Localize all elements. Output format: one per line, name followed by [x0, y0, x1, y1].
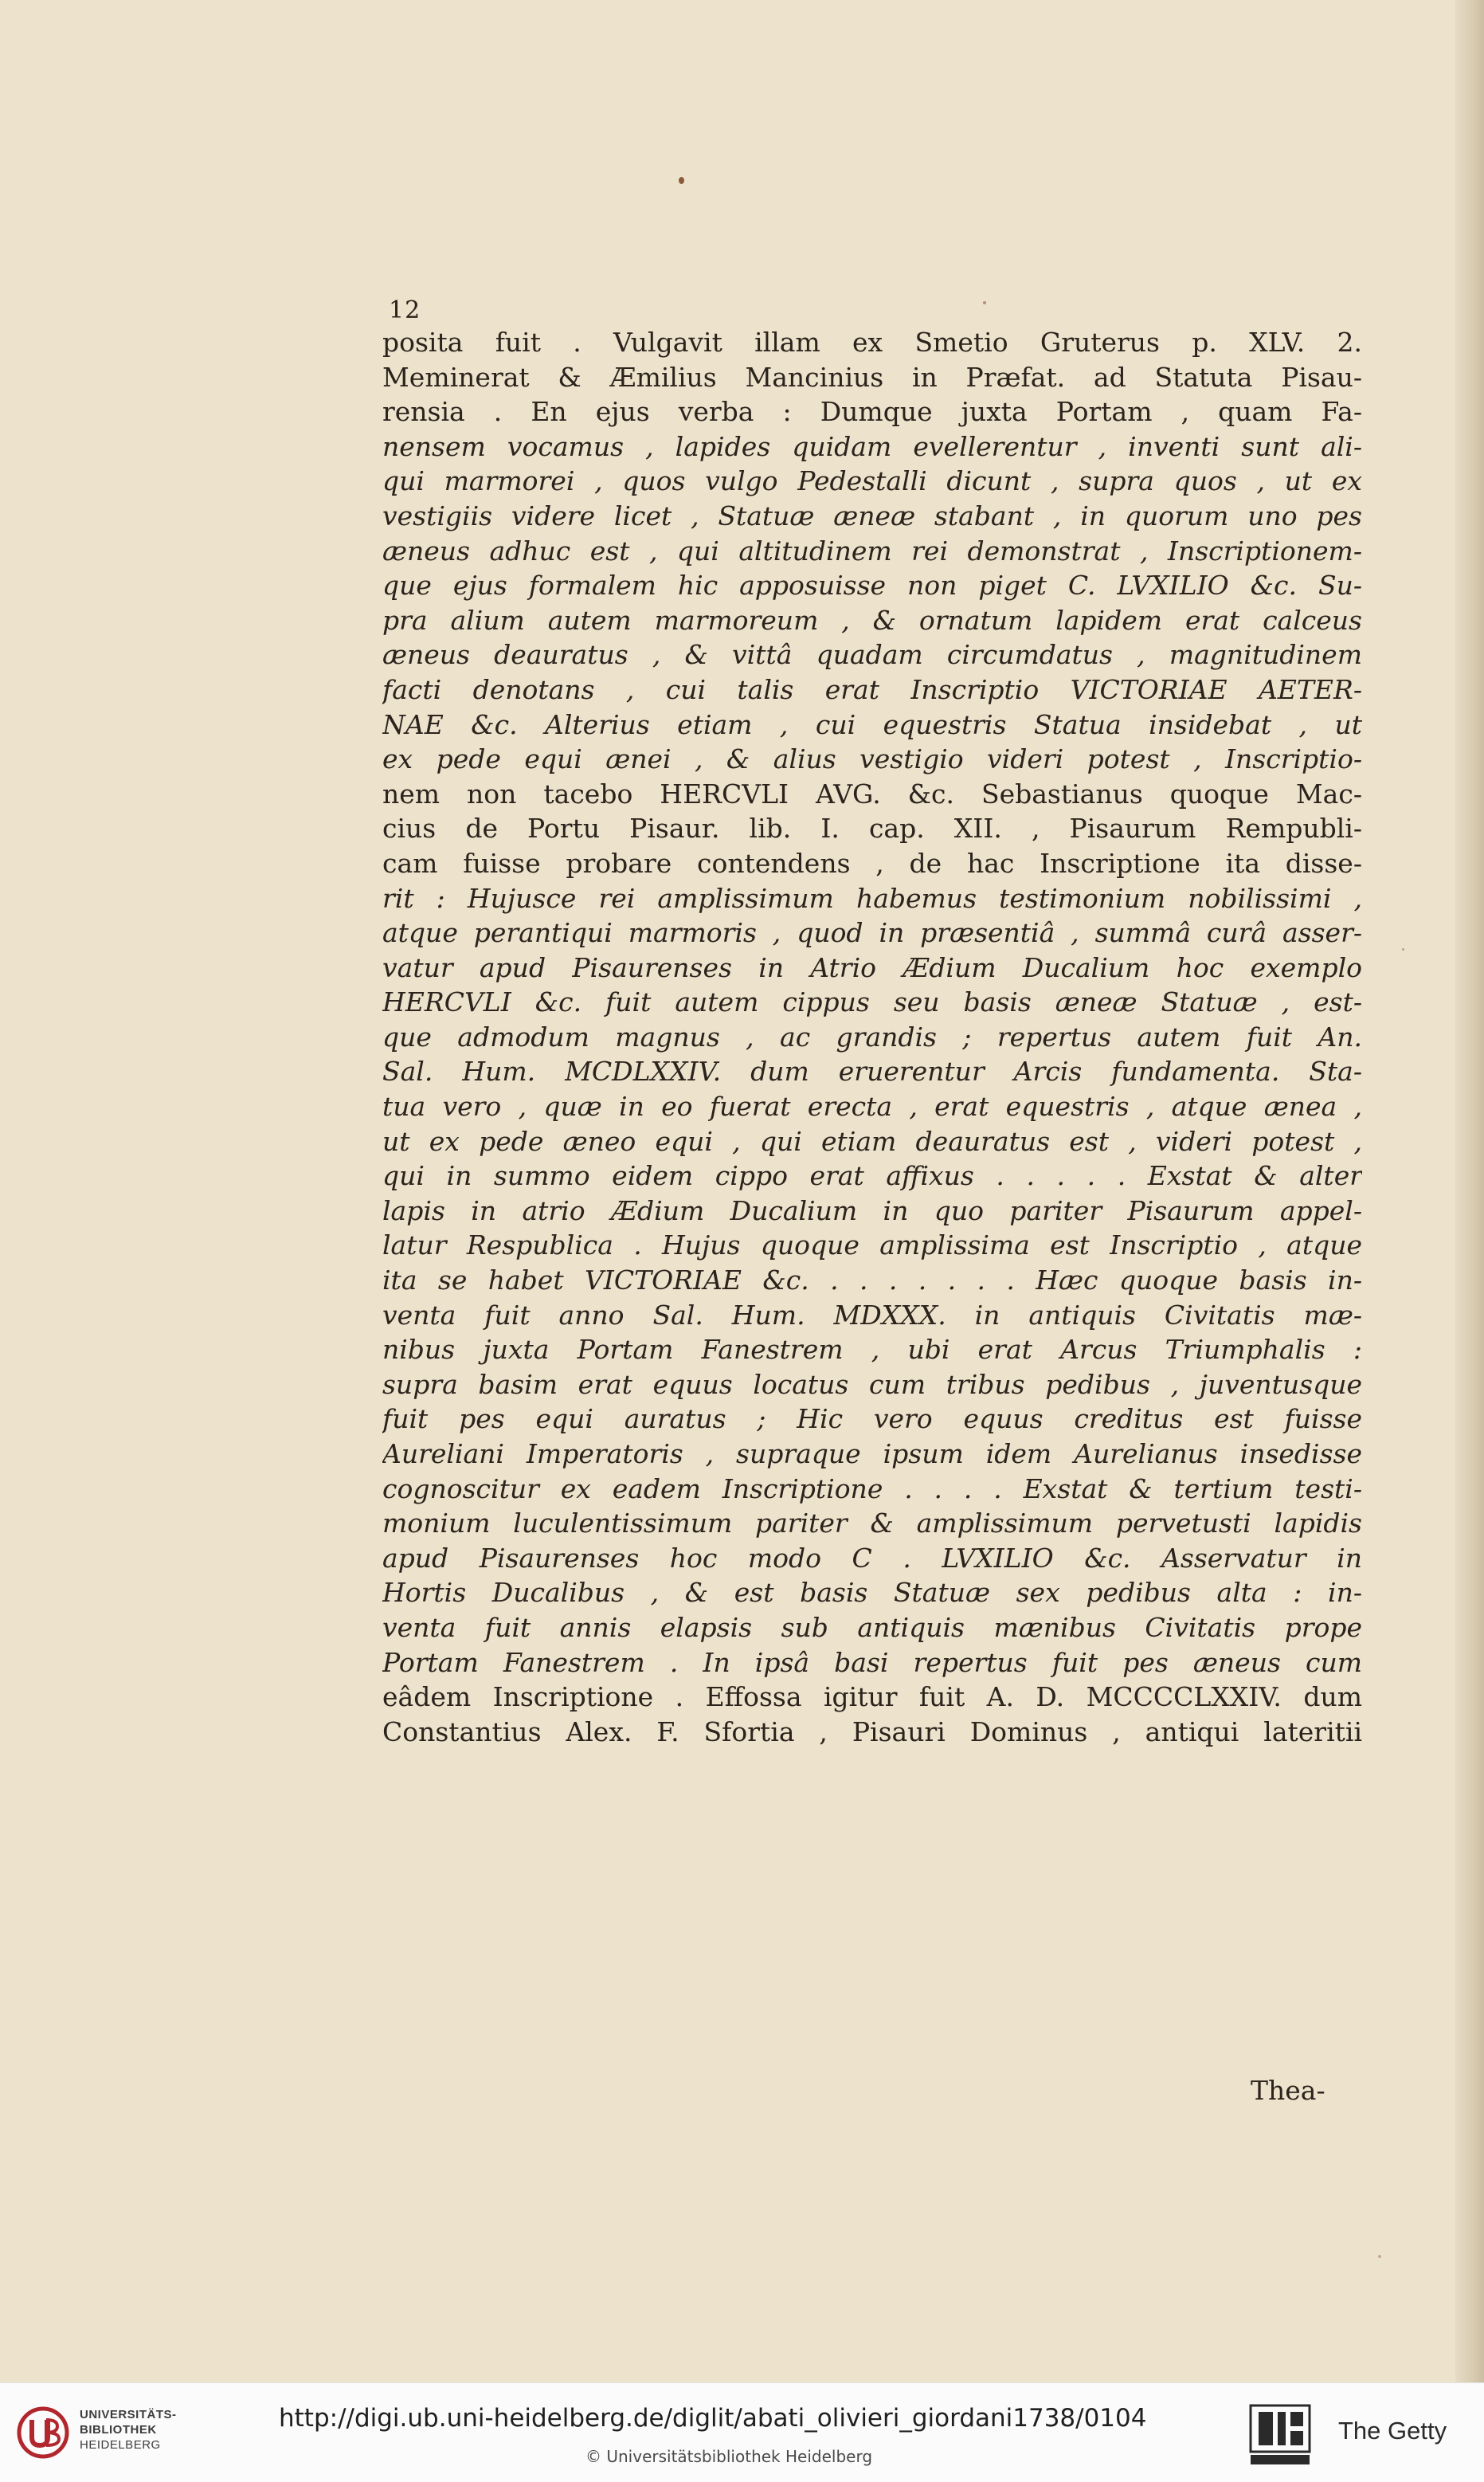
ink-speck: [983, 301, 986, 304]
text-line: tua vero , quæ in eo fuerat erecta , erat equestris , atque ænea ,: [382, 1091, 1362, 1123]
text-line: cognoscitur ex eadem Inscriptione . . . . Exstat & tertium testi-: [382, 1472, 1362, 1504]
page-edge-shadow: [1455, 0, 1484, 2382]
partner-name: The Getty: [1338, 2417, 1447, 2445]
text-line: Sal. Hum. MCDLXXIV. dum eruerentur Arcis fundamenta. Sta-: [382, 1056, 1362, 1088]
library-name-line2: BIBLIOTHEK: [80, 2423, 157, 2437]
text-line: qui marmorei , quos vulgo Pedestalli dicunt , supra quos , ut ex: [382, 465, 1362, 497]
text-line: vatur apud Pisaurenses in Atrio Ædium Ducalium hoc exemplo: [382, 951, 1362, 983]
catchword: Thea-: [1251, 2075, 1325, 2106]
text-line: nem non tacebo HERCVLI AVG. &c. Sebastianus quoque Mac-: [382, 778, 1362, 810]
text-line: pra alium autem marmoreum , & ornatum lapidem erat calceus: [382, 604, 1362, 636]
text-line: Portam Fanestrem . In ipsâ basi repertus fuit pes æneus cum: [382, 1646, 1362, 1678]
text-line: æneus adhuc est , qui altitudinem rei demonstrat , Inscriptionem-: [382, 535, 1362, 567]
library-name-line1: UNIVERSITÄTS-: [80, 2408, 177, 2421]
text-line: cam fuisse probare contendens , de hac Inscriptione ita disse-: [382, 847, 1362, 879]
permalink-url[interactable]: http://digi.ub.uni-heidelberg.de/diglit/abati_olivieri_giordani1738/0104: [279, 2404, 1147, 2433]
copyright-notice: © Universitätsbibliothek Heidelberg: [585, 2447, 873, 2466]
getty-logo-icon[interactable]: [1249, 2404, 1311, 2468]
text-line: HERCVLI &c. fuit autem cippus seu basis æneæ Statuæ , est-: [382, 986, 1362, 1018]
text-line: ex pede equi ænei , & alius vestigio videri potest , Inscriptio-: [382, 743, 1362, 775]
text-line: Meminerat & Æmilius Mancinius in Præfat. ad Statuta Pisau-: [382, 361, 1362, 393]
page-number: 12: [389, 296, 421, 324]
viewer-footer: [0, 2382, 1484, 2482]
text-line: atque perantiqui marmoris , quod in præsentiâ , summâ curâ asser-: [382, 917, 1362, 949]
text-line: supra basim erat equus locatus cum tribus pedibus , juventusque: [382, 1368, 1362, 1400]
text-line: vestigiis videre licet , Statuæ æneæ stabant , in quorum uno pes: [382, 500, 1362, 531]
library-name-line3: HEIDELBERG: [80, 2438, 161, 2452]
text-line: Hortis Ducalibus , & est basis Statuæ sex pedibus alta : in-: [382, 1577, 1362, 1609]
text-line: nensem vocamus , lapides quidam evellerentur , inventi sunt ali-: [382, 430, 1362, 462]
text-line: venta fuit annis elapsis sub antiquis mænibus Civitatis prope: [382, 1611, 1362, 1643]
body-text: [382, 325, 1362, 1749]
text-line: facti denotans , cui talis erat Inscriptio VICTORIAE AETER-: [382, 673, 1362, 705]
text-line: cius de Portu Pisaur. lib. I. cap. XII. , Pisaurum Rempubli-: [382, 813, 1362, 845]
text-line: rit : Hujusce rei amplissimum habemus testimonium nobilissimi ,: [382, 882, 1362, 914]
text-line: venta fuit anno Sal. Hum. MDXXX. in antiquis Civitatis mæ-: [382, 1299, 1362, 1331]
text-line: lapis in atrio Ædium Ducalium in quo pariter Pisaurum appel-: [382, 1194, 1362, 1226]
text-line: qui in summo eidem cippo erat affixus . . . . . Exstat & alter: [382, 1160, 1362, 1192]
text-line: ita se habet VICTORIAE &c. . . . . . . . Hæc quoque basis in-: [382, 1265, 1362, 1296]
text-line: posita fuit . Vulgavit illam ex Smetio Gruterus p. XLV. 2.: [382, 327, 1362, 358]
text-line: latur Respublica . Hujus quoque amplissima est Inscriptio , atque: [382, 1229, 1362, 1261]
text-line: NAE &c. Alterius etiam , cui equestris Statua insidebat , ut: [382, 708, 1362, 740]
library-name: [80, 2407, 177, 2453]
text-line: que admodum magnus , ac grandis ; repertus autem fuit An.: [382, 1021, 1362, 1053]
text-line: Constantius Alex. F. Sfortia , Pisauri Dominus , antiqui lateritii: [382, 1715, 1362, 1747]
text-line: æneus deauratus , & vittâ quadam circumdatus , magnitudinem: [382, 639, 1362, 671]
ub-heidelberg-logo-icon[interactable]: [16, 2406, 70, 2460]
ink-speck: [1402, 948, 1404, 951]
text-line: Aureliani Imperatoris , supraque ipsum idem Aurelianus insedisse: [382, 1438, 1362, 1469]
ink-speck: [1378, 2255, 1381, 2258]
text-line: que ejus formalem hic apposuisse non piget C. LVXILIO &c. Su-: [382, 570, 1362, 602]
text-line: nibus juxta Portam Fanestrem , ubi erat Arcus Triumphalis :: [382, 1334, 1362, 1366]
text-line: fuit pes equi auratus ; Hic vero equus creditus est fuisse: [382, 1403, 1362, 1435]
text-line: ut ex pede æneo equi , qui etiam deauratus est , videri potest ,: [382, 1125, 1362, 1157]
text-line: eâdem Inscriptione . Effossa igitur fuit A. D. MCCCCLXXIV. dum: [382, 1681, 1362, 1713]
text-line: monium luculentissimum pariter & amplissimum pervetusti lapidis: [382, 1508, 1362, 1539]
ink-speck: [679, 177, 684, 184]
text-line: apud Pisaurenses hoc modo C . LVXILIO &c. Asservatur in: [382, 1542, 1362, 1574]
text-line: rensia . En ejus verba : Dumque juxta Portam , quam Fa-: [382, 396, 1362, 428]
